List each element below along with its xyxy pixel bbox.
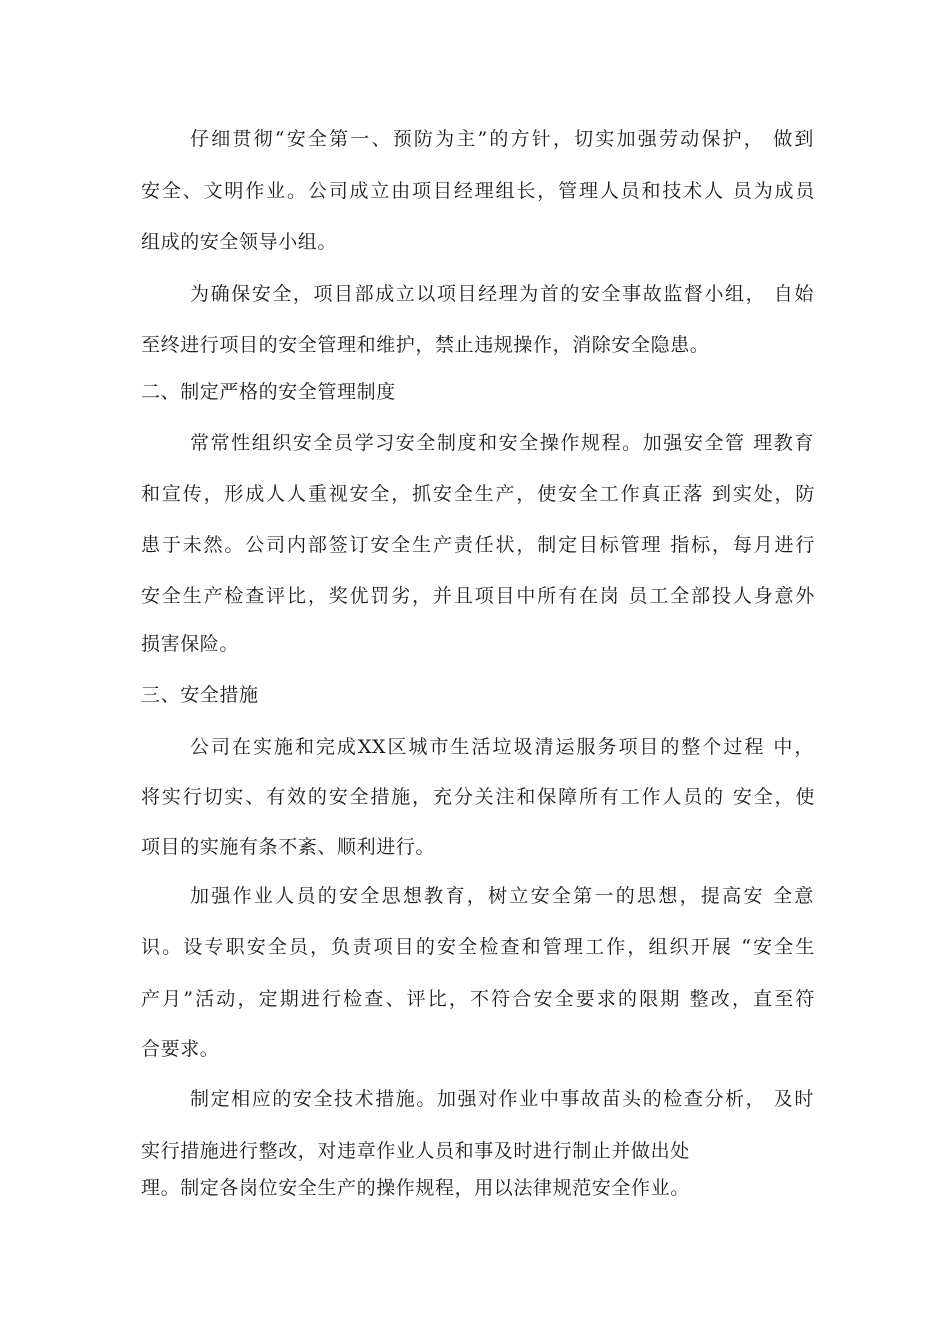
paragraph-5-line-2: 识。设专职安全员，负责项目的安全检查和管理工作，组织开展 “安全生 — [141, 936, 815, 958]
paragraph-4-line-2: 将实行切实、有效的安全措施，充分关注和保障所有工作人员的 安全，使 — [141, 786, 815, 808]
paragraph-3-line-2: 和宣传，形成人人重视安全，抓安全生产，使安全工作真正落 到实处，防 — [141, 483, 815, 505]
paragraph-1-line-2: 安全、文明作业。公司成立由项目经理组长，管理人员和技术人 员为成员 — [141, 180, 815, 202]
paragraph-5-line-1: 加强作业人员的安全思想教育，树立安全第一的思想，提高安 全意 — [190, 885, 814, 907]
section-heading-3: 三、安全措施 — [141, 684, 259, 706]
paragraph-2-line-1: 为确保安全，项目部成立以项目经理为首的安全事故监督小组， 自始 — [190, 283, 814, 305]
paragraph-3-line-3: 患于未然。公司内部签订安全生产责任状，制定目标管理 指标，每月进行 — [141, 534, 815, 556]
section-heading-2: 二、制定严格的安全管理制度 — [141, 381, 396, 403]
paragraph-6-line-1: 制定相应的安全技术措施。加强对作业中事故苗头的检查分析， 及时 — [190, 1088, 814, 1110]
paragraph-4-line-3: 项目的实施有条不紊、顺利进行。 — [141, 836, 436, 858]
paragraph-6-line-2: 实行措施进行整改，对违章作业人员和事及时进行制止并做出处 — [141, 1140, 690, 1162]
paragraph-3-line-1: 常常性组织安全员学习安全制度和安全操作规程。加强安全管 理教育 — [190, 432, 814, 454]
paragraph-4-line-1: 公司在实施和完成XX区城市生活垃圾清运服务项目的整个过程 中， — [190, 736, 814, 758]
paragraph-1-line-3: 组成的安全领导小组。 — [141, 231, 338, 253]
paragraph-2-line-2: 至终进行项目的安全管理和维护，禁止违规操作，消除安全隐患。 — [141, 334, 710, 356]
paragraph-1-line-1: 仔细贯彻“安全第一、预防为主”的方针，切实加强劳动保护， 做到 — [190, 128, 814, 150]
paragraph-5-line-4: 合要求。 — [141, 1038, 220, 1060]
paragraph-6-line-3: 理。制定各岗位安全生产的操作规程，用以法律规范安全作业。 — [141, 1177, 690, 1199]
paragraph-3-line-5: 损害保险。 — [141, 633, 240, 655]
paragraph-5-line-3: 产月”活动，定期进行检查、评比，不符合安全要求的限期 整改，直至符 — [141, 988, 815, 1010]
paragraph-3-line-4: 安全生产检查评比，奖优罚劣，并且项目中所有在岗 员工全部投人身意外 — [141, 585, 815, 607]
